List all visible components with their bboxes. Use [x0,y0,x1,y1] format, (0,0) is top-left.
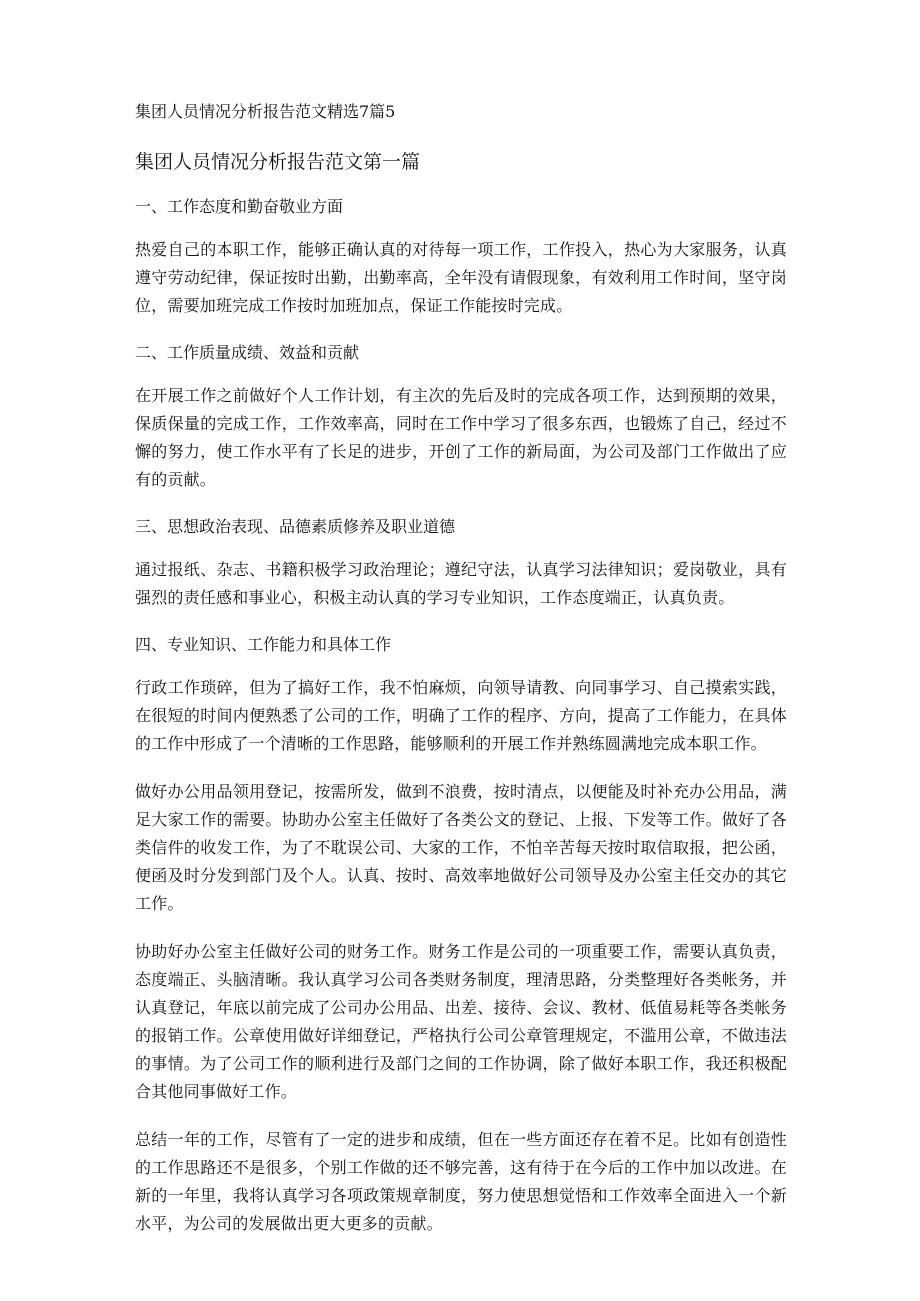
document-title: 集团人员情况分析报告范文精选7篇5 [135,102,396,121]
heading-political-conduct: 三、思想政治表现、品德素质修养及职业道德 [135,517,456,536]
paragraph-admin-work: 行政工作琐碎，但为了搞好工作，我不怕麻烦，向领导请教、向同事学习、自己摸索实践，在很短的时间内便熟悉了公司的工作，明确了工作的程序、方向，提高了工作能力，在具体的工作中形成了一个清晰的工作思路，能够顺利的开展工作并熟练圆满地完成本职工作。 [135,678,787,753]
heading-professional-ability: 四、专业知识、工作能力和具体工作 [135,635,392,654]
paragraph-finance-work: 协助好办公室主任做好公司的财务工作。财务工作是公司的一项重要工作，需要认真负责，态度端正、头脑清晰。我认真学习公司各类财务制度，理清思路，分类整理好各类帐务，并认真登记，年底以前完成了公司办公用品、出差、接待、会议、教材、低值易耗等各类帐务的报销工作。公章使用做好详细登记，严格执行公司公章管理规定，不滥用公章，不做违法的事情。为了公司工作的顺利进行及部门之间的工作协调，除了做好本职工作，我还积极配合其他同事做好工作。 [135,942,787,1101]
paragraph-office-supplies: 做好办公用品领用登记，按需所发，做到不浪费，按时清点，以便能及时补充办公用品，满足大家工作的需要。协助办公室主任做好了各类公文的登记、上报、下发等工作。做好了各类信件的收发工作，为了不耽误公司、大家的工作，不怕辛苦每天按时取信取报，把公函，便函及时分发到部门及个人。认真、按时、高效率地做好公司领导及办公室主任交办的其它工作。 [135,782,787,913]
paragraph-political-conduct: 通过报纸、杂志、书籍积极学习政治理论；遵纪守法，认真学习法律知识；爱岗敬业，具有强烈的责任感和事业心，积极主动认真的学习专业知识，工作态度端正，认真负责。 [135,560,787,607]
document-page [135,100,787,1258]
heading-work-quality: 二、工作质量成绩、效益和贡献 [135,343,360,362]
paragraph-summary: 总结一年的工作，尽管有了一定的进步和成绩，但在一些方面还存在着不足。比如有创造性的工作思路还不是很多，个别工作做的还不够完善，这有待于在今后的工作中加以改进。在新的一年里，我将认真学习各项政策规章制度，努力使思想觉悟和工作效率全面进入一个新水平，为公司的发展做出更大更多的贡献。 [135,1130,787,1233]
paragraph-work-quality: 在开展工作之前做好个人工作计划，有主次的先后及时的完成各项工作，达到预期的效果，保质保量的完成工作，工作效率高，同时在工作中学习了很多东西，也锻炼了自己，经过不懈的努力，使工作水平有了长足的进步，开创了工作的新局面，为公司及部门工作做出了应有的贡献。 [135,386,787,489]
heading-work-attitude: 一、工作态度和勤奋敬业方面 [135,197,344,216]
paragraph-work-attitude: 热爱自己的本职工作，能够正确认真的对待每一项工作，工作投入，热心为大家服务，认真遵守劳动纪律，保证按时出勤，出勤率高，全年没有请假现象，有效利用工作时间，坚守岗位，需要加班完成工作按时加班加点，保证工作能按时完成。 [135,240,787,315]
section-title: 集团人员情况分析报告范文第一篇 [135,151,421,173]
